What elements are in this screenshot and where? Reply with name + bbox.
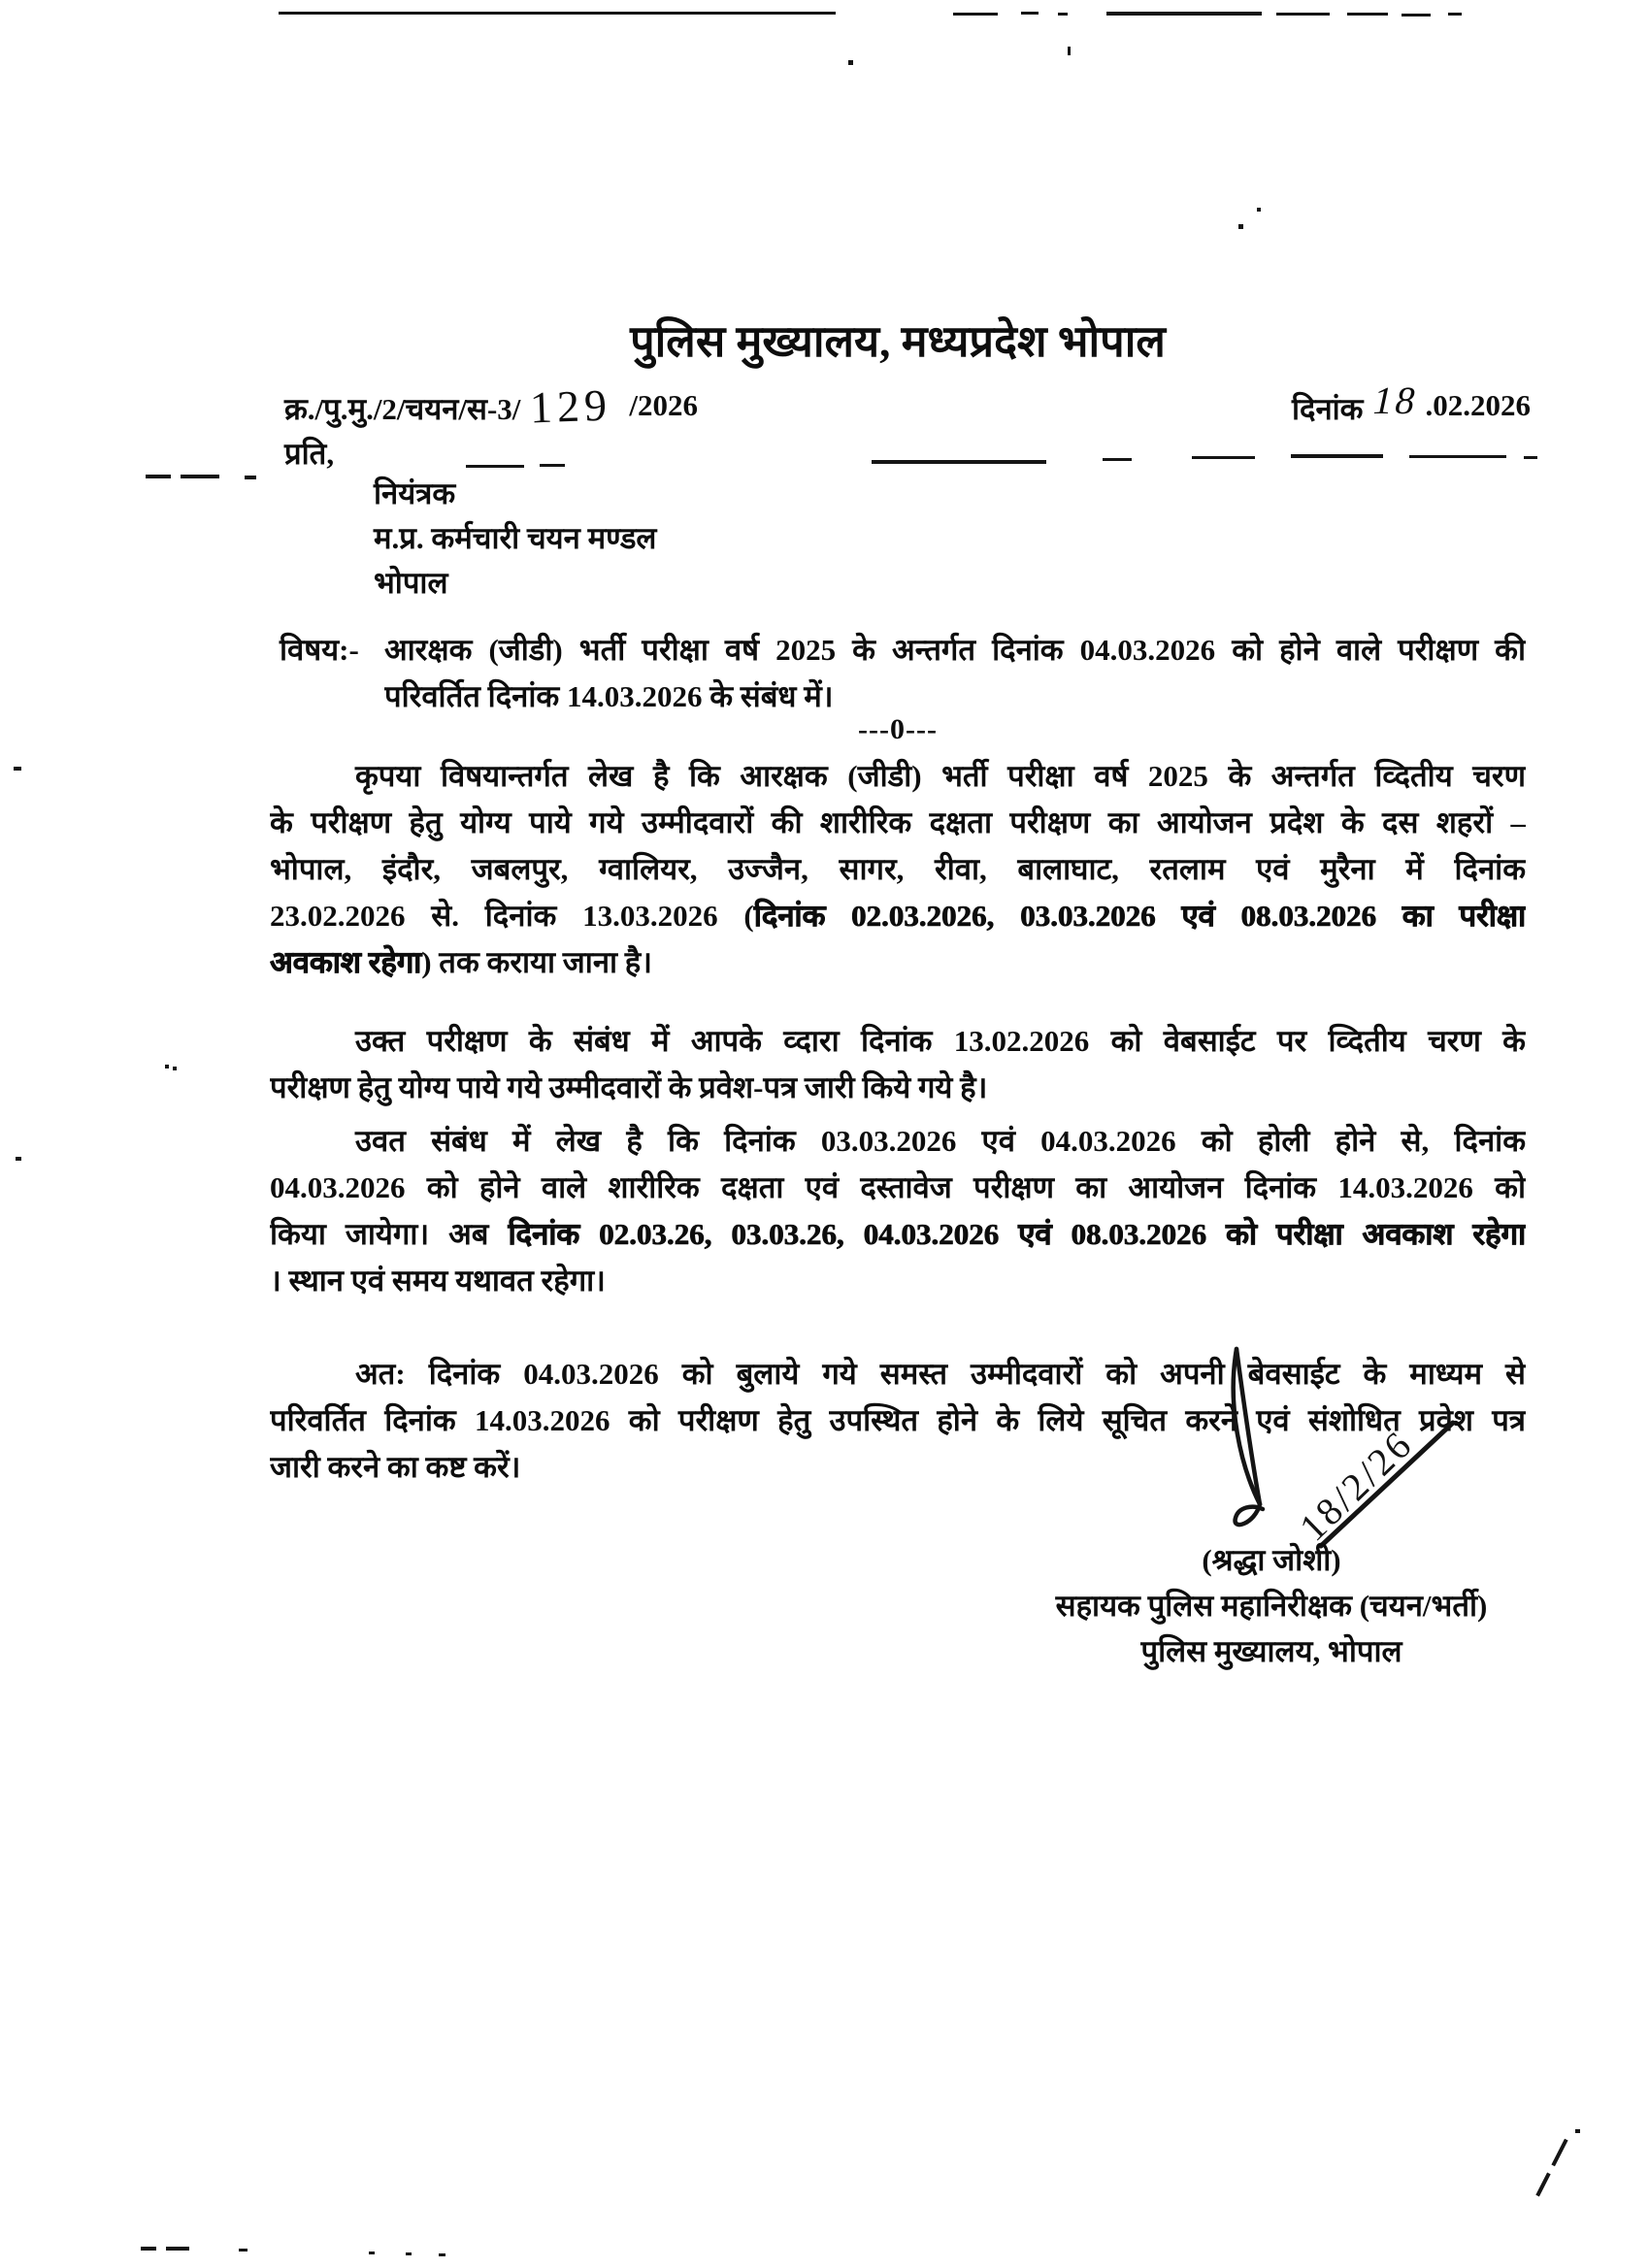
scan-artifact — [406, 2252, 412, 2255]
scan-artifact — [245, 476, 256, 479]
scan-artifact — [1103, 458, 1132, 461]
scan-artifact — [173, 1067, 177, 1070]
text-run: 04.03.2026 को होने वाले शारीरिक दक्षता एवं दस्तावेज परीक्षण का आयोजन दिनांक 14.03.2026 को — [270, 1170, 1526, 1204]
bold-text-run: अवकाश रहेगा — [270, 945, 422, 979]
paragraph-line — [270, 1260, 1526, 1306]
paragraph-3 — [270, 1120, 1526, 1306]
reference-prefix: क्र./पु.मु./2/चयन/स-3/ — [284, 392, 521, 426]
scan-artifact — [540, 464, 565, 467]
text-run: अत: दिनांक 04.03.2026 को बुलाये गये समस्त उम्मीदवारों को अपनी बेवसाईट के माध्यम से — [355, 1357, 1526, 1391]
paragraph-line — [270, 1020, 1526, 1067]
subject-line: परिवर्तित दिनांक 14.03.2026 के संबंध में। — [384, 679, 834, 713]
signatory-designation: सहायक पुलिस महानिरीक्षक (चयन/भर्ती) — [1055, 1589, 1488, 1623]
paragraph-1 — [270, 755, 1526, 988]
scan-artifact — [439, 2253, 445, 2256]
recipient-address — [374, 472, 656, 606]
paragraph-line — [270, 941, 1526, 988]
reference-row — [284, 378, 1531, 433]
text-run: ) तक कराया जाना है। — [421, 945, 653, 979]
scan-artifact — [146, 475, 171, 478]
signatory-block — [1019, 1537, 1524, 1674]
date-day-handwritten: 18 — [1368, 378, 1423, 422]
subject-block — [280, 629, 1526, 722]
signature-stroke — [1236, 1504, 1263, 1525]
scan-artifact — [369, 2252, 375, 2254]
subject-text — [384, 629, 1526, 722]
scan-artifact — [1257, 208, 1261, 212]
recipient-salutation: प्रति, — [284, 437, 335, 471]
text-run: । स्थान एवं समय यथावत रहेगा। — [270, 1264, 606, 1298]
scan-artifact — [953, 13, 998, 16]
subject-separator: ---0--- — [858, 713, 938, 745]
text-run: उक्त परीक्षण के संबंध में आपके व्दारा दिनांक 13.02.2026 को वेबसाईट पर व्दितीय चरण के — [355, 1024, 1526, 1058]
letter-date — [1291, 378, 1531, 429]
reference-number — [284, 379, 699, 433]
scan-artifact — [279, 12, 836, 15]
scan-artifact — [1409, 455, 1506, 458]
scan-artifact — [872, 460, 1046, 464]
text-run: 23.02.2026 से. दिनांक 13.03.2026 ( — [270, 899, 754, 933]
scan-artifact — [1291, 454, 1383, 458]
signatory-office: पुलिस मुख्यालय, भोपाल — [1140, 1634, 1402, 1668]
paragraph-line — [270, 895, 1526, 941]
signature-date-handwritten: 18/2/26 — [1290, 1421, 1422, 1550]
reference-number-handwritten: 129 — [529, 379, 613, 433]
scan-artifact — [466, 465, 524, 468]
scan-artifact — [848, 60, 853, 65]
scan-artifact — [16, 1157, 21, 1161]
subject-label: विषय:- — [280, 633, 359, 667]
text-run: भोपाल, इंदौर, जबलपुर, ग्वालियर, उज्जैन, सागर, रीवा, बालाघाट, रतलाम एवं मुरैना में दिनांक — [270, 852, 1526, 886]
text-run: किया जायेगा। अब — [270, 1217, 509, 1251]
scan-artifact — [1238, 224, 1243, 229]
text-run: उवत संबंध में लेख है कि दिनांक 03.03.2026 एवं 04.03.2026 को होली होने से, दिनांक — [355, 1124, 1526, 1158]
recipient-line: भोपाल — [374, 566, 448, 600]
scan-artifact — [165, 1065, 169, 1068]
text-run: जारी करने का कष्ट करें। — [270, 1450, 521, 1484]
scan-artifact — [239, 2249, 247, 2252]
scan-artifact — [1106, 12, 1262, 16]
text-run: के परीक्षण हेतु योग्य पाये गये उम्मीदवारों की शारीरिक दक्षता परीक्षण का आयोजन प्रदेश के दस शहरों – — [270, 805, 1526, 839]
paragraph-line — [270, 1167, 1526, 1213]
paragraph-line — [270, 848, 1526, 895]
date-label: दिनांक — [1291, 392, 1364, 426]
scan-artifact — [166, 2247, 189, 2251]
text-run: कृपया विषयान्तर्गत लेख है कि आरक्षक (जीडी) भर्ती परीक्षा वर्ष 2025 के अन्तर्गत व्दितीय चरण — [355, 759, 1526, 793]
bold-text-run: दिनांक 02.03.2026, 03.03.2026 एवं 08.03.2026 का परीक्षा — [753, 899, 1526, 933]
paragraph-2 — [270, 1020, 1526, 1113]
paragraph-line — [270, 802, 1526, 848]
recipient-line: म.प्र. कर्मचारी चयन मण्डल — [374, 521, 657, 555]
scan-artifact — [1524, 456, 1537, 459]
paragraph-line — [270, 1213, 1526, 1260]
date-suffix: .02.2026 — [1425, 388, 1531, 422]
scan-artifact — [1192, 456, 1255, 459]
scan-artifact — [1276, 13, 1330, 16]
recipient-line: नियंत्रक — [374, 477, 456, 510]
signatory-name: (श्रद्धा जोशी) — [1202, 1543, 1341, 1577]
scan-artifact — [14, 767, 21, 771]
scan-artifact — [1551, 2139, 1567, 2167]
paragraph-line — [270, 1067, 1526, 1113]
scan-artifact — [1347, 13, 1388, 16]
scan-artifact — [1058, 13, 1068, 16]
subject-line: आरक्षक (जीडी) भर्ती परीक्षा वर्ष 2025 के अन्तर्गत दिनांक 04.03.2026 को होने वाले परीक्षण की — [384, 633, 1526, 667]
paragraph-line — [270, 1120, 1526, 1167]
scan-artifact — [181, 475, 219, 478]
text-run: परिवर्तित दिनांक 14.03.2026 को परीक्षण हेतु उपस्थित होने के लिये सूचित करने एवं संशोधित प्रवेश पत्र — [270, 1403, 1526, 1437]
reference-suffix: /2026 — [629, 388, 699, 422]
text-run: परीक्षण हेतु योग्य पाये गये उम्मीदवारों के प्रवेश-पत्र जारी किये गये है। — [270, 1070, 988, 1104]
scan-artifact — [1068, 47, 1071, 55]
scan-artifact — [1021, 12, 1039, 15]
bold-text-run: दिनांक 02.03.26, 03.03.26, 04.03.2026 एवं 08.03.2026 को परीक्षा अवकाश रहेगा — [508, 1217, 1526, 1251]
letterhead-title: पुलिस मुख्यालय, मध्यप्रदेश भोपाल — [630, 317, 1166, 366]
scan-artifact — [1575, 2129, 1580, 2133]
scan-artifact — [1535, 2173, 1550, 2197]
paragraph-line — [270, 755, 1526, 802]
scan-artifact — [1448, 13, 1462, 16]
scan-artifact — [1402, 14, 1431, 16]
scan-artifact — [141, 2247, 156, 2251]
